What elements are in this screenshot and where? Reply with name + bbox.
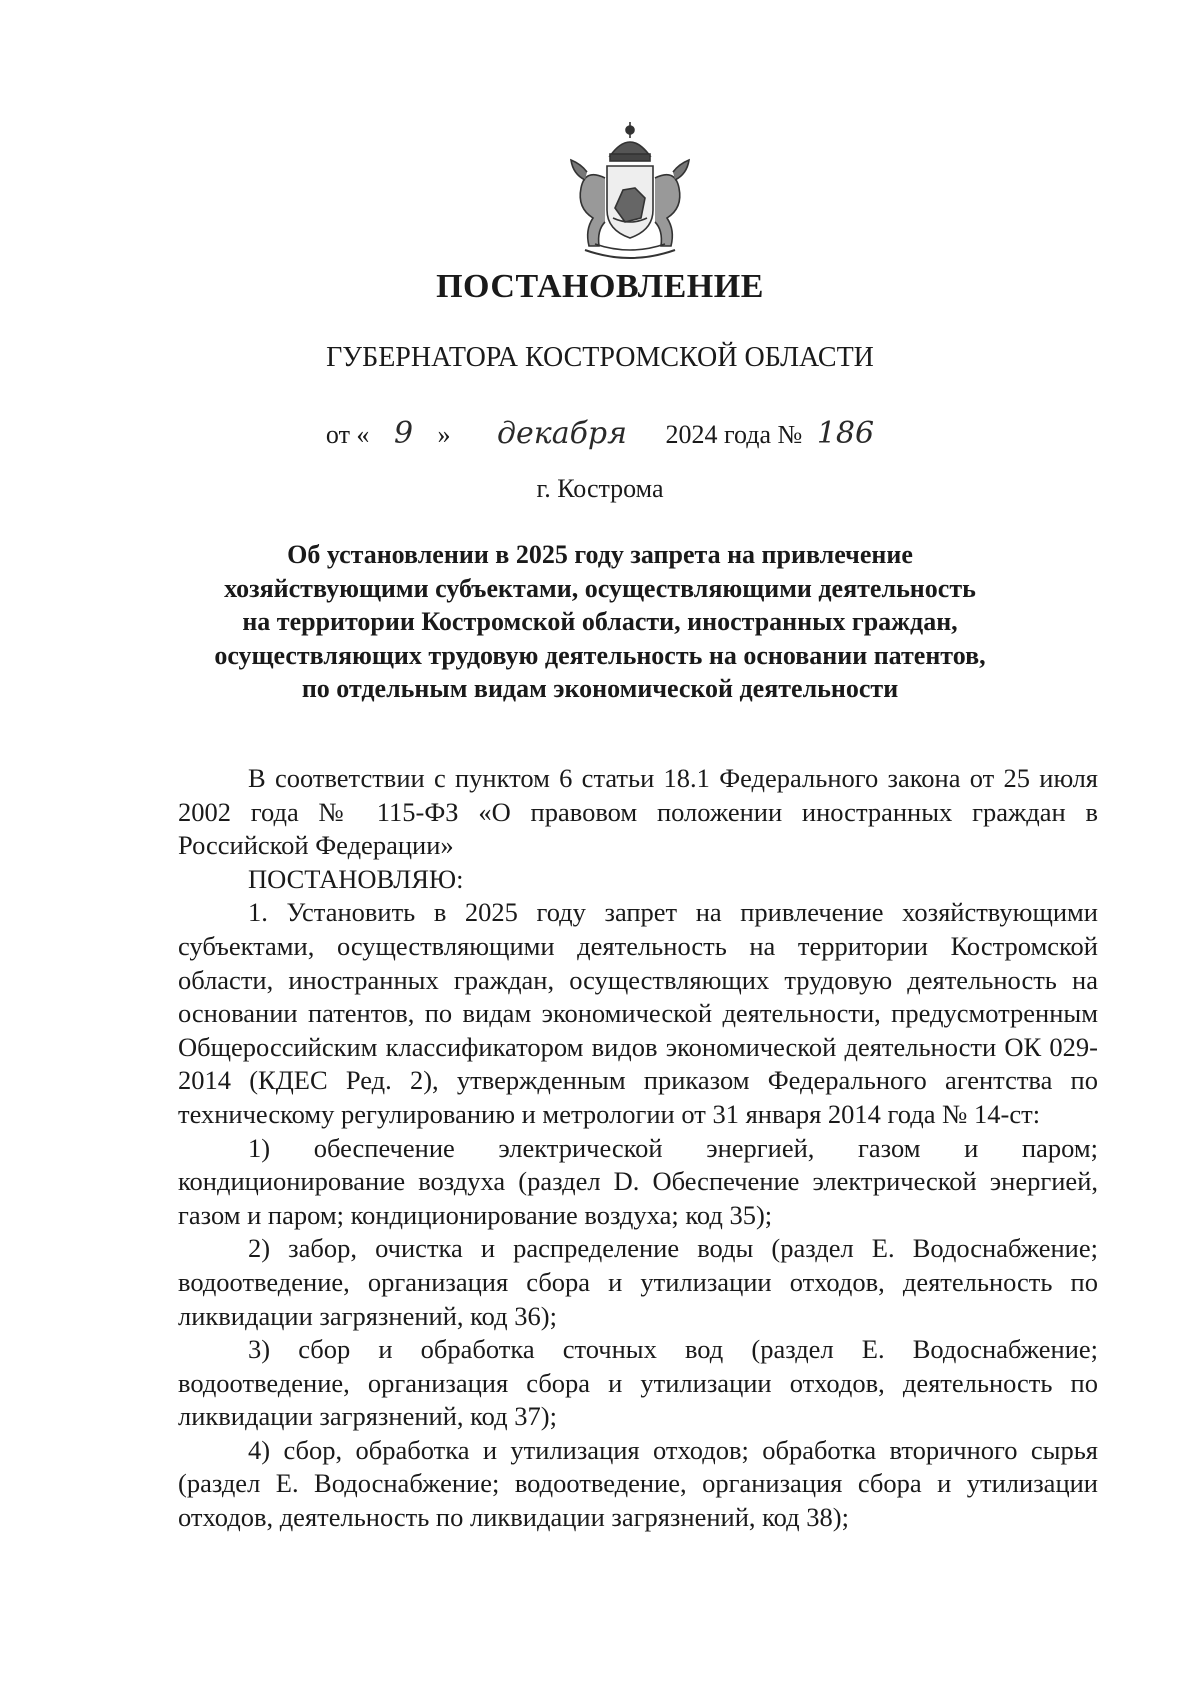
heading-line: осуществляющих трудовую деятельность на основании патентов,: [214, 640, 986, 670]
date-month-handwritten: декабря: [497, 416, 627, 451]
city-line: г. Кострома: [536, 474, 664, 503]
resolution-heading: [170, 538, 1030, 706]
resolution-body: [178, 762, 1098, 1535]
list-item: 3) сбор и обработка сточных вод (раздел E. Водоснабжение; водоотведение, организация сбора и утилизации отходов, деятельность по ликвидации загрязнений, код 37);: [178, 1334, 1098, 1432]
date-mid: »: [437, 420, 451, 449]
heading-line: на территории Костромской области, иностранных граждан,: [242, 607, 958, 636]
date-day-handwritten: 9: [393, 416, 414, 451]
heading-line: Об установлении в 2025 году запрета на привлечение: [287, 540, 913, 569]
date-number-line: [0, 416, 1200, 451]
preamble-paragraph: В соответствии с пунктом 6 статьи 18.1 Федерального закона от 25 июля 2002 года № 115-ФЗ «О правовом положении иностранных граждан в Российской Федерации»: [178, 763, 1098, 861]
date-prefix: от «: [325, 420, 370, 449]
heading-line: хозяйствующими субъектами, осуществляющими деятельность: [224, 573, 976, 603]
document-number-handwritten: 186: [816, 416, 875, 451]
kostroma-coat-of-arms-icon: [555, 118, 705, 268]
heading-line: по отдельным видам экономической деятельности: [301, 674, 899, 703]
issuer-line: ГУБЕРНАТОРА КОСТРОМСКОЙ ОБЛАСТИ: [326, 342, 874, 373]
list-item: 1) обеспечение электрической энергией, газом и паром; кондиционирование воздуха (раздел D. Обеспечение электрической энергией, газом и паром; кондиционирование воздуха; код 35);: [178, 1132, 1098, 1230]
list-item: 4) сбор, обработка и утилизация отходов; обработка вторичного сырья (раздел E. Водоснабжение; водоотведение, организация сбора и утилизации отходов, деятельность по ликвидации загрязнений, код 38);: [178, 1434, 1098, 1533]
clause-1-paragraph: 1. Установить в 2025 году запрет на привлечение хозяйствующими субъектами, осуществляющими деятельность на территории Костромской области, иностранных граждан, осуществляющих трудовую деятельность на основании патентов, по видам экономической деятельности, предусмотренным Общероссийским классификатором видов экономической деятельности ОК 029-2014 (КДЕС Ред. 2), утвержденным приказом Федерального агентства по техническому регулированию и метрологии от 31 января 2014 года № 14-ст:: [178, 897, 1098, 1129]
date-year-text: 2024 года №: [665, 420, 803, 449]
list-item: 2) забор, очистка и распределение воды (раздел E. Водоснабжение; водоотведение, организация сбора и утилизации отходов, деятельность по ликвидации загрязнений, код 36);: [178, 1233, 1098, 1331]
resolve-word: ПОСТАНОВЛЯЮ:: [248, 863, 464, 894]
document-title: ПОСТАНОВЛЕНИЕ: [436, 268, 764, 305]
